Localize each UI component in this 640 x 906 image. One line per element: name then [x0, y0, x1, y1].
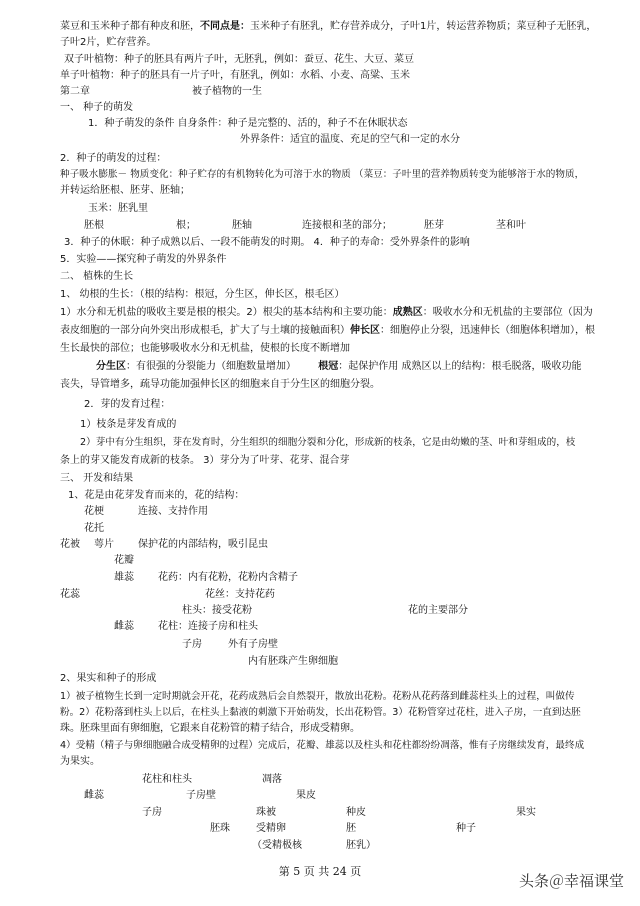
embryo-part: 胚根 [84, 220, 104, 231]
subsection-title: 2．芽的发育过程： [84, 399, 171, 410]
embryo-part: 连接根和茎的部分； [302, 220, 392, 231]
subsection-title: 1、花是由花芽发育而来的，花的结构： [68, 490, 245, 501]
embryo-part: 胚芽 [424, 220, 444, 231]
text-line: 粉。2）花粉落到柱头上以后，在柱头上黏液的刺激下开始萌发，长出花粉管。3）花粉管穿过花柱，进入子房，一直到达胚 [60, 707, 581, 718]
text-line: 4）受精（精子与卵细胞融合成受精卵的过程）完成后，花瓣、雄蕊以及柱头和花柱都纷纷凋落，惟有子房继续发育，最终成 [60, 740, 585, 751]
text-line: 菜豆和玉米种子都有种皮和胚，不同点是：玉米种子有胚乳，贮存营养成分，子叶1片，转运营养物质；菜豆种子无胚乳， [60, 21, 597, 32]
flower-note: 花的主要部分 [408, 605, 468, 616]
flower-part: 花被 [60, 539, 80, 550]
flower-part-function: 连接、支持作用 [138, 506, 208, 517]
flower-part: 雄蕊 [114, 572, 134, 583]
text-line: 单子叶植物：种子的胚具有一片子叶，有胚乳，例如：水稻、小麦、高粱、玉米 [60, 70, 410, 81]
flower-part: 花瓣 [114, 555, 134, 566]
text-line: 分生区：有很强的分裂能力（细胞数量增加） 根冠：起保护作用 成熟区以上的结构：根毛脱落，吸收功能 [96, 361, 582, 372]
flower-part: 子房 [182, 639, 202, 650]
text-line: 并转运给胚根、胚芽、胚轴； [60, 185, 190, 196]
embryo-part: 胚轴 [232, 220, 252, 231]
diagram-label: 胚珠 [210, 823, 230, 834]
diagram-label: 种皮 [346, 807, 366, 818]
chapter-title: 被子植物的一生 [192, 86, 262, 97]
text-line: 玉米：胚乳里 [88, 203, 148, 214]
diagram-label: 果皮 [296, 790, 316, 801]
section-heading: 三、 开发和结果 [60, 473, 134, 484]
diagram-label: 受精卵 [256, 823, 286, 834]
diagram-label: 胚 [346, 823, 356, 834]
text-line: 为果实。 [60, 756, 100, 767]
flower-part-function: 花丝：支持花药 [205, 589, 275, 600]
diagram-label: 子房壁 [186, 790, 216, 801]
text-line: 生长最快的部位；也能够吸收水分和无机盐，使根的长度不断增加 [60, 343, 350, 354]
embryo-part: 根； [176, 220, 196, 231]
flower-part: 萼片 [94, 539, 114, 550]
diagram-label: 胚乳） [346, 840, 376, 851]
text-line: 1．种子萌发的条件 自身条件：种子是完整的、活的，种子不在休眠状态 [88, 118, 408, 129]
flower-part-function: 柱头：接受花粉 [182, 605, 252, 616]
diagram-label: 种子 [456, 823, 476, 834]
diagram-label: 果实 [516, 807, 536, 818]
section-heading: 一、 种子的萌发 [60, 102, 134, 113]
flower-part-function: 保护花的内部结构，吸引昆虫 [138, 539, 268, 550]
flower-part: 花蕊 [60, 589, 80, 600]
text-line: 珠。胚珠里面有卵细胞，它跟来自花粉管的精子结合，形成受精卵。 [60, 723, 360, 734]
text-line: 1）被子植物生长到一定时期就会开花，花药成熟后会自然裂开，散放出花粉。花粉从花药落到雌蕊柱头上的过程，叫做传 [60, 691, 575, 702]
watermark: 头条＠幸福课堂 [518, 872, 624, 890]
text-line: 表皮细胞的一部分向外突出形成根毛，扩大了与土壤的接触面积）伸长区：细胞停止分裂，迅速伸长（细胞体积增加），根 [60, 325, 595, 336]
text-line: 丧失，导管增多，疏导功能加强伸长区的细胞来自于分生区的细胞分裂。 [60, 379, 380, 390]
diagram-label: 雌蕊 [84, 790, 104, 801]
diagram-label: （受精极核 [252, 840, 302, 851]
text-line: 2）芽中有分生组织，芽在发育时，分生组织的细胞分裂和分化，形成新的枝条，它是由幼嫩的茎、叶和芽组成的，枝 [80, 437, 576, 448]
diagram-label: 珠被 [256, 807, 276, 818]
chapter-heading: 第二章 [60, 86, 90, 97]
text-line: 1）枝条是芽发育成的 [80, 419, 177, 430]
text-line: 5．实验——探究种子萌发的外界条件 [60, 254, 227, 265]
flower-part-function: 外有子房壁 [228, 639, 278, 650]
diagram-label: 子房 [142, 807, 162, 818]
flower-part-function: 内有胚珠产生卵细胞 [248, 656, 338, 667]
flower-part: 花托 [84, 523, 104, 534]
text-line: 双子叶植物：种子的胚具有两片子叶，无胚乳，例如：蚕豆、花生、大豆、菜豆 [64, 54, 414, 65]
text-line: 种子吸水膨胀－ 物质变化：种子贮存的有机物转化为可溶于水的物质 （菜豆：子叶里的营养物质转变为能够溶于水的物质， [60, 169, 585, 180]
subsection-title: 2、果实和种子的形成 [60, 673, 157, 684]
page-number: 第 5 页 共 24 页 [278, 865, 362, 878]
text-line: 外界条件：适宜的温度、充足的空气和一定的水分 [240, 134, 460, 145]
text-line: 条上的芽又能发育成新的枝条。 3）芽分为了叶芽、花芽、混合芽 [60, 455, 350, 466]
embryo-part: 茎和叶 [496, 220, 526, 231]
subsection-title: 2．种子的萌发的过程： [60, 153, 167, 164]
flower-part: 雌蕊 [114, 621, 134, 632]
section-heading: 二、 植株的生长 [60, 271, 134, 282]
flower-part-function: 花柱：连接子房和柱头 [158, 621, 258, 632]
subsection-title: 1、 幼根的生长：（根的结构：根冠，分生区，伸长区，根毛区） [60, 289, 345, 300]
text-line: 1）水分和无机盐的吸收主要是根的根尖。2）根尖的基本结构和主要功能：成熟区：吸收水分和无机盐的主要部位（因为 [60, 307, 593, 318]
text-line: 子叶2片，贮存营养。 [60, 37, 157, 48]
text-line: 3．种子的休眠：种子成熟以后、一段不能萌发的时期。 4．种子的寿命：受外界条件的影响 [64, 237, 470, 248]
diagram-label: 花柱和柱头 [142, 774, 192, 785]
flower-part: 花梗 [84, 506, 104, 517]
flower-part-function: 花药：内有花粉，花粉内含精子 [158, 572, 298, 583]
diagram-label: 凋落 [262, 774, 282, 785]
